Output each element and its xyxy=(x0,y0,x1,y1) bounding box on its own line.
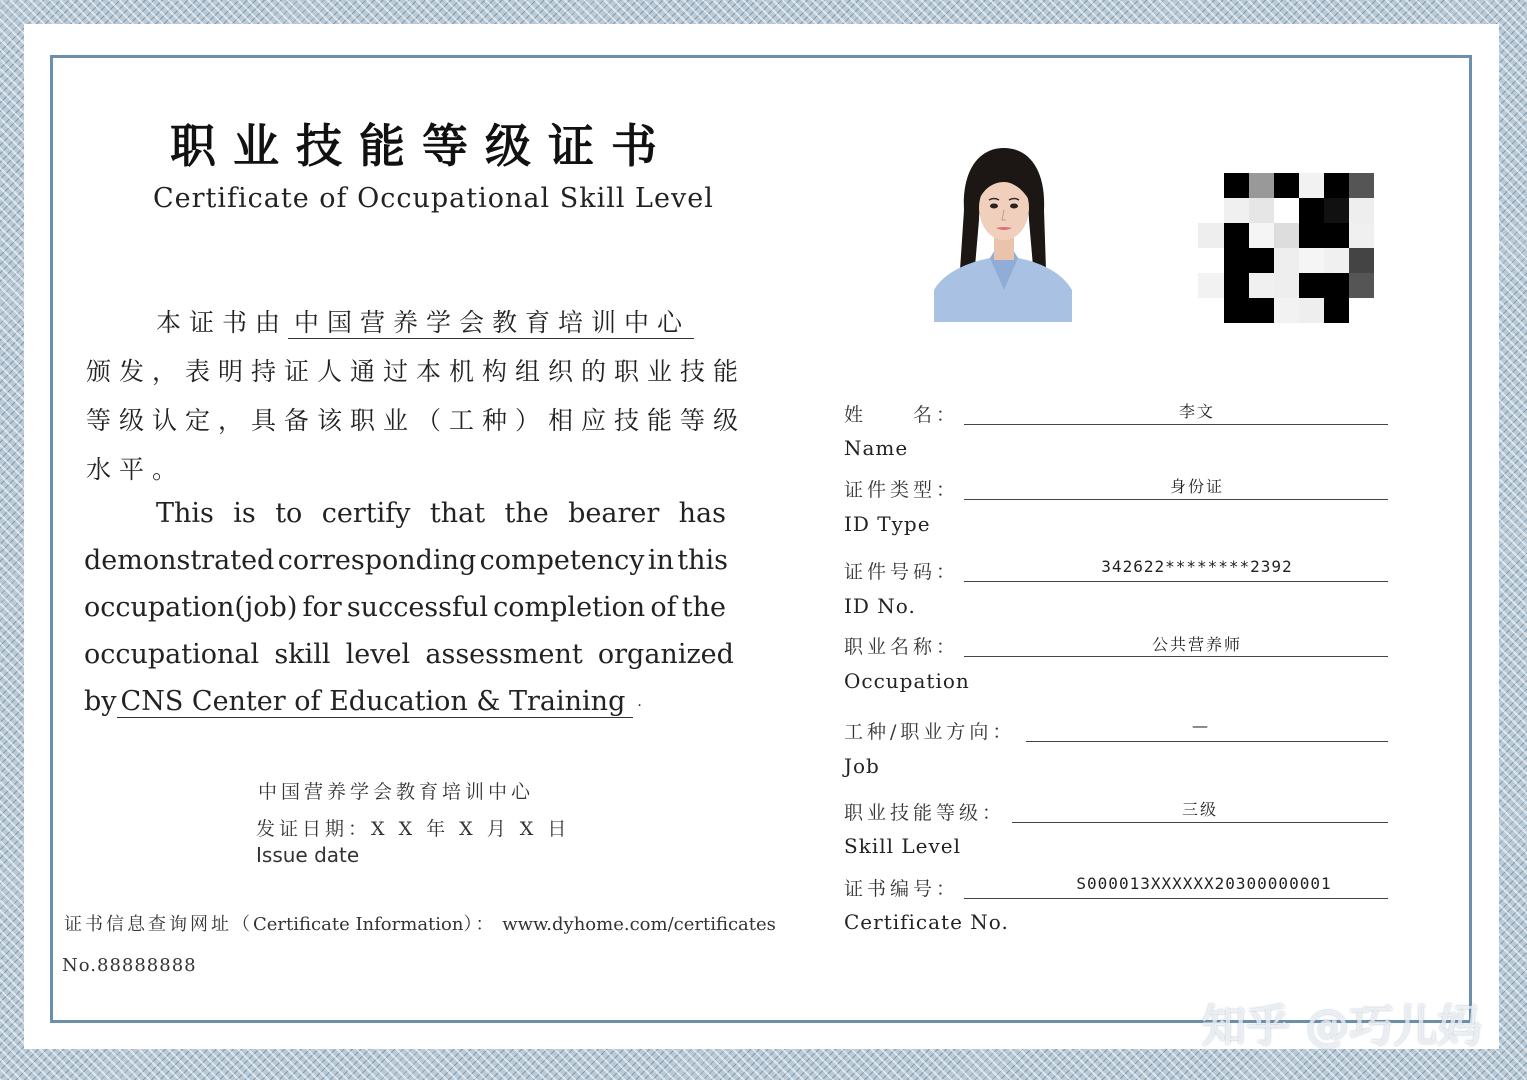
cert-info-url[interactable]: www.dyhome.com/certificates xyxy=(502,914,776,935)
field-occupation-label: 职业名称： xyxy=(844,636,960,658)
field-name-value: 李文 xyxy=(1178,402,1215,421)
body-cn-line2: 颁发，表明持证人通过本机构组织的职业技能 xyxy=(86,357,747,386)
body-cn-prefix: 本证书由 xyxy=(156,308,289,337)
field-job-underline xyxy=(1026,741,1388,742)
word: demonstrated xyxy=(84,545,275,576)
certificate-title-en: Certificate of Occupational Skill Level xyxy=(153,183,714,214)
word: certify xyxy=(321,498,411,529)
field-level-underline xyxy=(1012,822,1388,823)
field-occupation-label-en: Occupation xyxy=(844,669,970,693)
field-idtype-label: 证件类型： xyxy=(844,479,960,501)
word: to xyxy=(275,498,303,529)
field-idno-label: 证件号码： xyxy=(844,561,960,583)
field-level-value: 三级 xyxy=(1181,800,1218,819)
certificate-info-line xyxy=(64,910,776,936)
field-idno-underline xyxy=(964,581,1388,582)
word: skill xyxy=(274,639,331,670)
word: the xyxy=(681,592,726,623)
body-en-line3 xyxy=(84,592,726,623)
word: bearer xyxy=(568,498,660,529)
field-occupation-underline xyxy=(964,656,1388,657)
cert-info-sep: ）： xyxy=(463,914,497,935)
field-idtype-underline xyxy=(964,499,1388,500)
field-occupation-value: 公共营养师 xyxy=(1151,635,1242,654)
issuing-organization-en: CNS Center of Education & Training xyxy=(117,686,634,718)
word: by xyxy=(84,686,117,717)
body-en-line5 xyxy=(84,686,642,717)
word: completion xyxy=(493,592,646,623)
field-name-underline xyxy=(964,424,1388,425)
body-en-line4 xyxy=(84,639,734,670)
word: that xyxy=(429,498,486,529)
field-level-label: 职业技能等级： xyxy=(844,802,1006,824)
word: successful xyxy=(346,592,489,623)
field-idtype-value: 身份证 xyxy=(1169,477,1224,496)
word: has xyxy=(678,498,726,529)
field-idno-value: 342622********2392 xyxy=(1101,557,1293,576)
word: this xyxy=(677,545,728,576)
word: is xyxy=(233,498,256,529)
body-en-line1 xyxy=(156,498,726,529)
body-cn-line4: 水平。 xyxy=(86,455,186,484)
field-certno-label: 证书编号： xyxy=(844,878,960,900)
word: occupation(job) xyxy=(84,592,298,623)
field-job-label: 工种/职业方向： xyxy=(844,721,1016,743)
cert-info-label-cn: 证书信息查询网址（ xyxy=(64,914,253,935)
field-certno-label-en: Certificate No. xyxy=(844,910,1009,934)
issuing-organization: 中国营养学会教育培训中心 xyxy=(288,308,694,339)
issue-date-cn: 发证日期：X X 年 X 月 X 日 xyxy=(256,818,571,840)
word: the xyxy=(504,498,549,529)
qr-code xyxy=(1198,173,1374,329)
field-job-value: — xyxy=(1192,716,1210,735)
holder-photo xyxy=(934,140,1072,322)
word: This xyxy=(156,498,214,529)
qr-code-image xyxy=(1198,173,1374,325)
field-certno-underline xyxy=(964,898,1388,899)
field-idno-label-en: ID No. xyxy=(844,594,916,618)
word: in xyxy=(647,545,674,576)
issue-date-en: Issue date xyxy=(256,843,360,867)
word: competency xyxy=(479,545,645,576)
word: occupational xyxy=(84,639,260,670)
period-mark: · xyxy=(637,698,642,714)
body-en-line2 xyxy=(84,545,728,576)
serial-number: No.88888888 xyxy=(62,955,197,976)
word: organized xyxy=(597,639,734,670)
word: level xyxy=(345,639,411,670)
body-cn-line1 xyxy=(156,303,694,339)
body-cn-line3: 等级认定，具备该职业（工种）相应技能等级 xyxy=(86,406,747,435)
field-job-label-en: Job xyxy=(844,754,880,778)
word: for xyxy=(302,592,342,623)
certificate-title-cn: 职业技能等级证书 xyxy=(170,119,674,173)
issuer-name: 中国营养学会教育培训中心 xyxy=(258,781,535,803)
field-name-label: 姓 名： xyxy=(844,404,960,426)
cert-info-label-en: Certificate Information xyxy=(253,914,464,935)
field-certno-value: S000013XXXXXX20300000001 xyxy=(1076,874,1332,893)
word: assessment xyxy=(425,639,583,670)
field-name-label-en: Name xyxy=(844,436,909,460)
word: corresponding xyxy=(277,545,477,576)
word: of xyxy=(650,592,677,623)
watermark: 知乎 @巧儿妈 xyxy=(1202,1001,1482,1052)
portrait-image xyxy=(934,140,1072,322)
field-idtype-label-en: ID Type xyxy=(844,512,931,536)
field-level-label-en: Skill Level xyxy=(844,834,962,858)
